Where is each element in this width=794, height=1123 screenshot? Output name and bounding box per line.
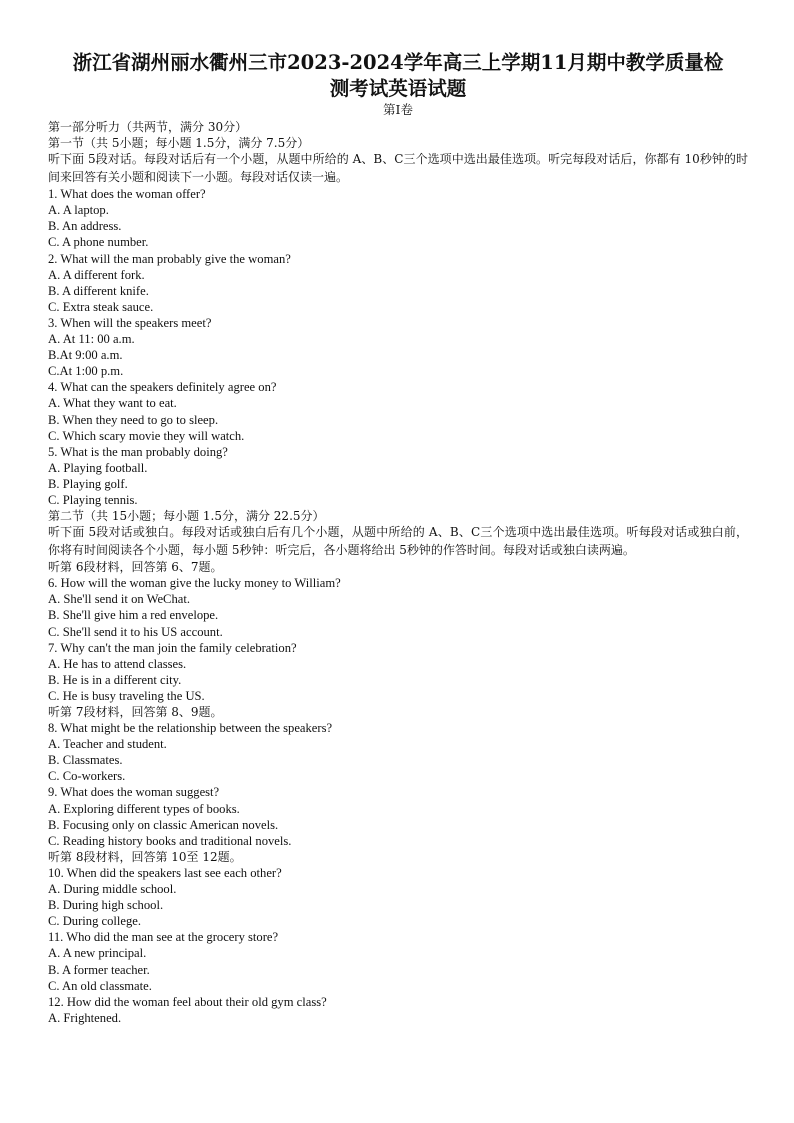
question-11: 11. Who did the man see at the grocery store? bbox=[48, 930, 279, 945]
q1-option-b: B. An address. bbox=[48, 219, 122, 234]
section2-directions: 听下面 5段对话或独白。每段对话或独白后有几个小题，从题中所给的 A、B、C三个选项中选出最佳选项。听每段对话或独白前，你将有时间阅读各个小题，每小题 5秒钟：听完后，各小题将给出 5秒钟的作答时间。每段对话或独白读两遍。 bbox=[48, 525, 748, 557]
q6-option-a: A. She'll send it on WeChat. bbox=[48, 592, 190, 607]
q4-option-b: B. When they need to go to sleep. bbox=[48, 412, 219, 427]
question-7: 7. Why can't the man join the family celebration? bbox=[48, 640, 297, 655]
q9-option-a: A. Exploring different types of books. bbox=[48, 801, 240, 816]
q6-option-b: B. She'll give him a red envelope. bbox=[48, 608, 219, 623]
section1-heading: 第一节（共 5小题；每小题 1.5分，满分 7.5分） bbox=[48, 136, 310, 151]
question-3: 3. When will the speakers meet? bbox=[48, 315, 212, 330]
question-2: 2. What will the man probably give the woman? bbox=[48, 251, 291, 266]
question-1: 1. What does the woman offer? bbox=[48, 187, 206, 202]
q2-option-a: A. A different fork. bbox=[48, 267, 145, 282]
material-6-intro: 听第 6段材料，回答第 6、7题。 bbox=[48, 560, 223, 575]
q4-option-c: C. Which scary movie they will watch. bbox=[48, 428, 245, 443]
question-10: 10. When did the speakers last see each other? bbox=[48, 865, 282, 880]
exam-title-line1: 浙江省湖州丽水衢州三市2023-2024学年高三上学期11月期中教学质量检 bbox=[72, 51, 724, 74]
question-8: 8. What might be the relationship between the speakers? bbox=[48, 721, 333, 736]
q8-option-c: C. Co-workers. bbox=[48, 769, 126, 784]
q5-option-b: B. Playing golf. bbox=[48, 476, 128, 491]
q1-option-c: C. A phone number. bbox=[48, 235, 149, 250]
q7-option-a: A. He has to attend classes. bbox=[48, 656, 187, 671]
part1-heading: 第一部分听力（共两节，满分 30分） bbox=[48, 120, 248, 134]
question-9: 9. What does the woman suggest? bbox=[48, 785, 220, 800]
q11-option-a: A. A new principal. bbox=[48, 946, 147, 961]
q8-option-a: A. Teacher and student. bbox=[48, 737, 167, 752]
material-8-intro: 听第 8段材料，回答第 10至 12题。 bbox=[48, 849, 242, 864]
material-7-intro: 听第 7段材料，回答第 8、9题。 bbox=[48, 705, 223, 719]
q12-option-a: A. Frightened. bbox=[48, 1010, 122, 1025]
q2-option-c: C. Extra steak sauce. bbox=[48, 299, 154, 314]
section1-directions: 听下面 5段对话。每段对话后有一个小题，从题中所给的 A、B、C三个选项中选出最佳选项。听完每段对话后，你都有 10秒钟的时间来回答有关小题和阅读下一小题。每段对话仅读一遍。 bbox=[48, 152, 748, 184]
question-5: 5. What is the man probably doing? bbox=[48, 444, 228, 459]
q10-option-c: C. During college. bbox=[48, 914, 142, 929]
q3-option-b: B.At 9:00 a.m. bbox=[48, 348, 123, 363]
q1-option-a: A. A laptop. bbox=[48, 203, 109, 218]
q5-option-c: C. Playing tennis. bbox=[48, 492, 138, 507]
question-6: 6. How will the woman give the lucky money to William? bbox=[48, 576, 341, 591]
q3-option-a: A. At 11: 00 a.m. bbox=[48, 332, 135, 347]
section2-heading: 第二节（共 15小题；每小题 1.5分，满分 22.5分） bbox=[48, 509, 325, 524]
q3-option-c: C.At 1:00 p.m. bbox=[48, 364, 124, 379]
q10-option-b: B. During high school. bbox=[48, 898, 164, 913]
question-4: 4. What can the speakers definitely agree on? bbox=[48, 380, 277, 395]
q2-option-b: B. A different knife. bbox=[48, 283, 149, 298]
q10-option-a: A. During middle school. bbox=[48, 882, 177, 897]
q4-option-a: A. What they want to eat. bbox=[48, 396, 177, 411]
q9-option-c: C. Reading history books and traditional novels. bbox=[48, 833, 292, 848]
exam-title-line2: 测考试英语试题 bbox=[329, 77, 467, 100]
q11-option-b: B. A former teacher. bbox=[48, 962, 150, 977]
q6-option-c: C. She'll send it to his US account. bbox=[48, 624, 223, 639]
q11-option-c: C. An old classmate. bbox=[48, 978, 152, 993]
q5-option-a: A. Playing football. bbox=[48, 460, 148, 475]
exam-page bbox=[48, 50, 748, 1026]
q7-option-c: C. He is busy traveling the US. bbox=[48, 688, 205, 703]
q7-option-b: B. He is in a different city. bbox=[48, 672, 182, 687]
volume-label: 第I卷 bbox=[383, 102, 413, 117]
question-12: 12. How did the woman feel about their old gym class? bbox=[48, 994, 327, 1009]
q8-option-b: B. Classmates. bbox=[48, 753, 123, 768]
q9-option-b: B. Focusing only on classic American novels. bbox=[48, 817, 279, 832]
